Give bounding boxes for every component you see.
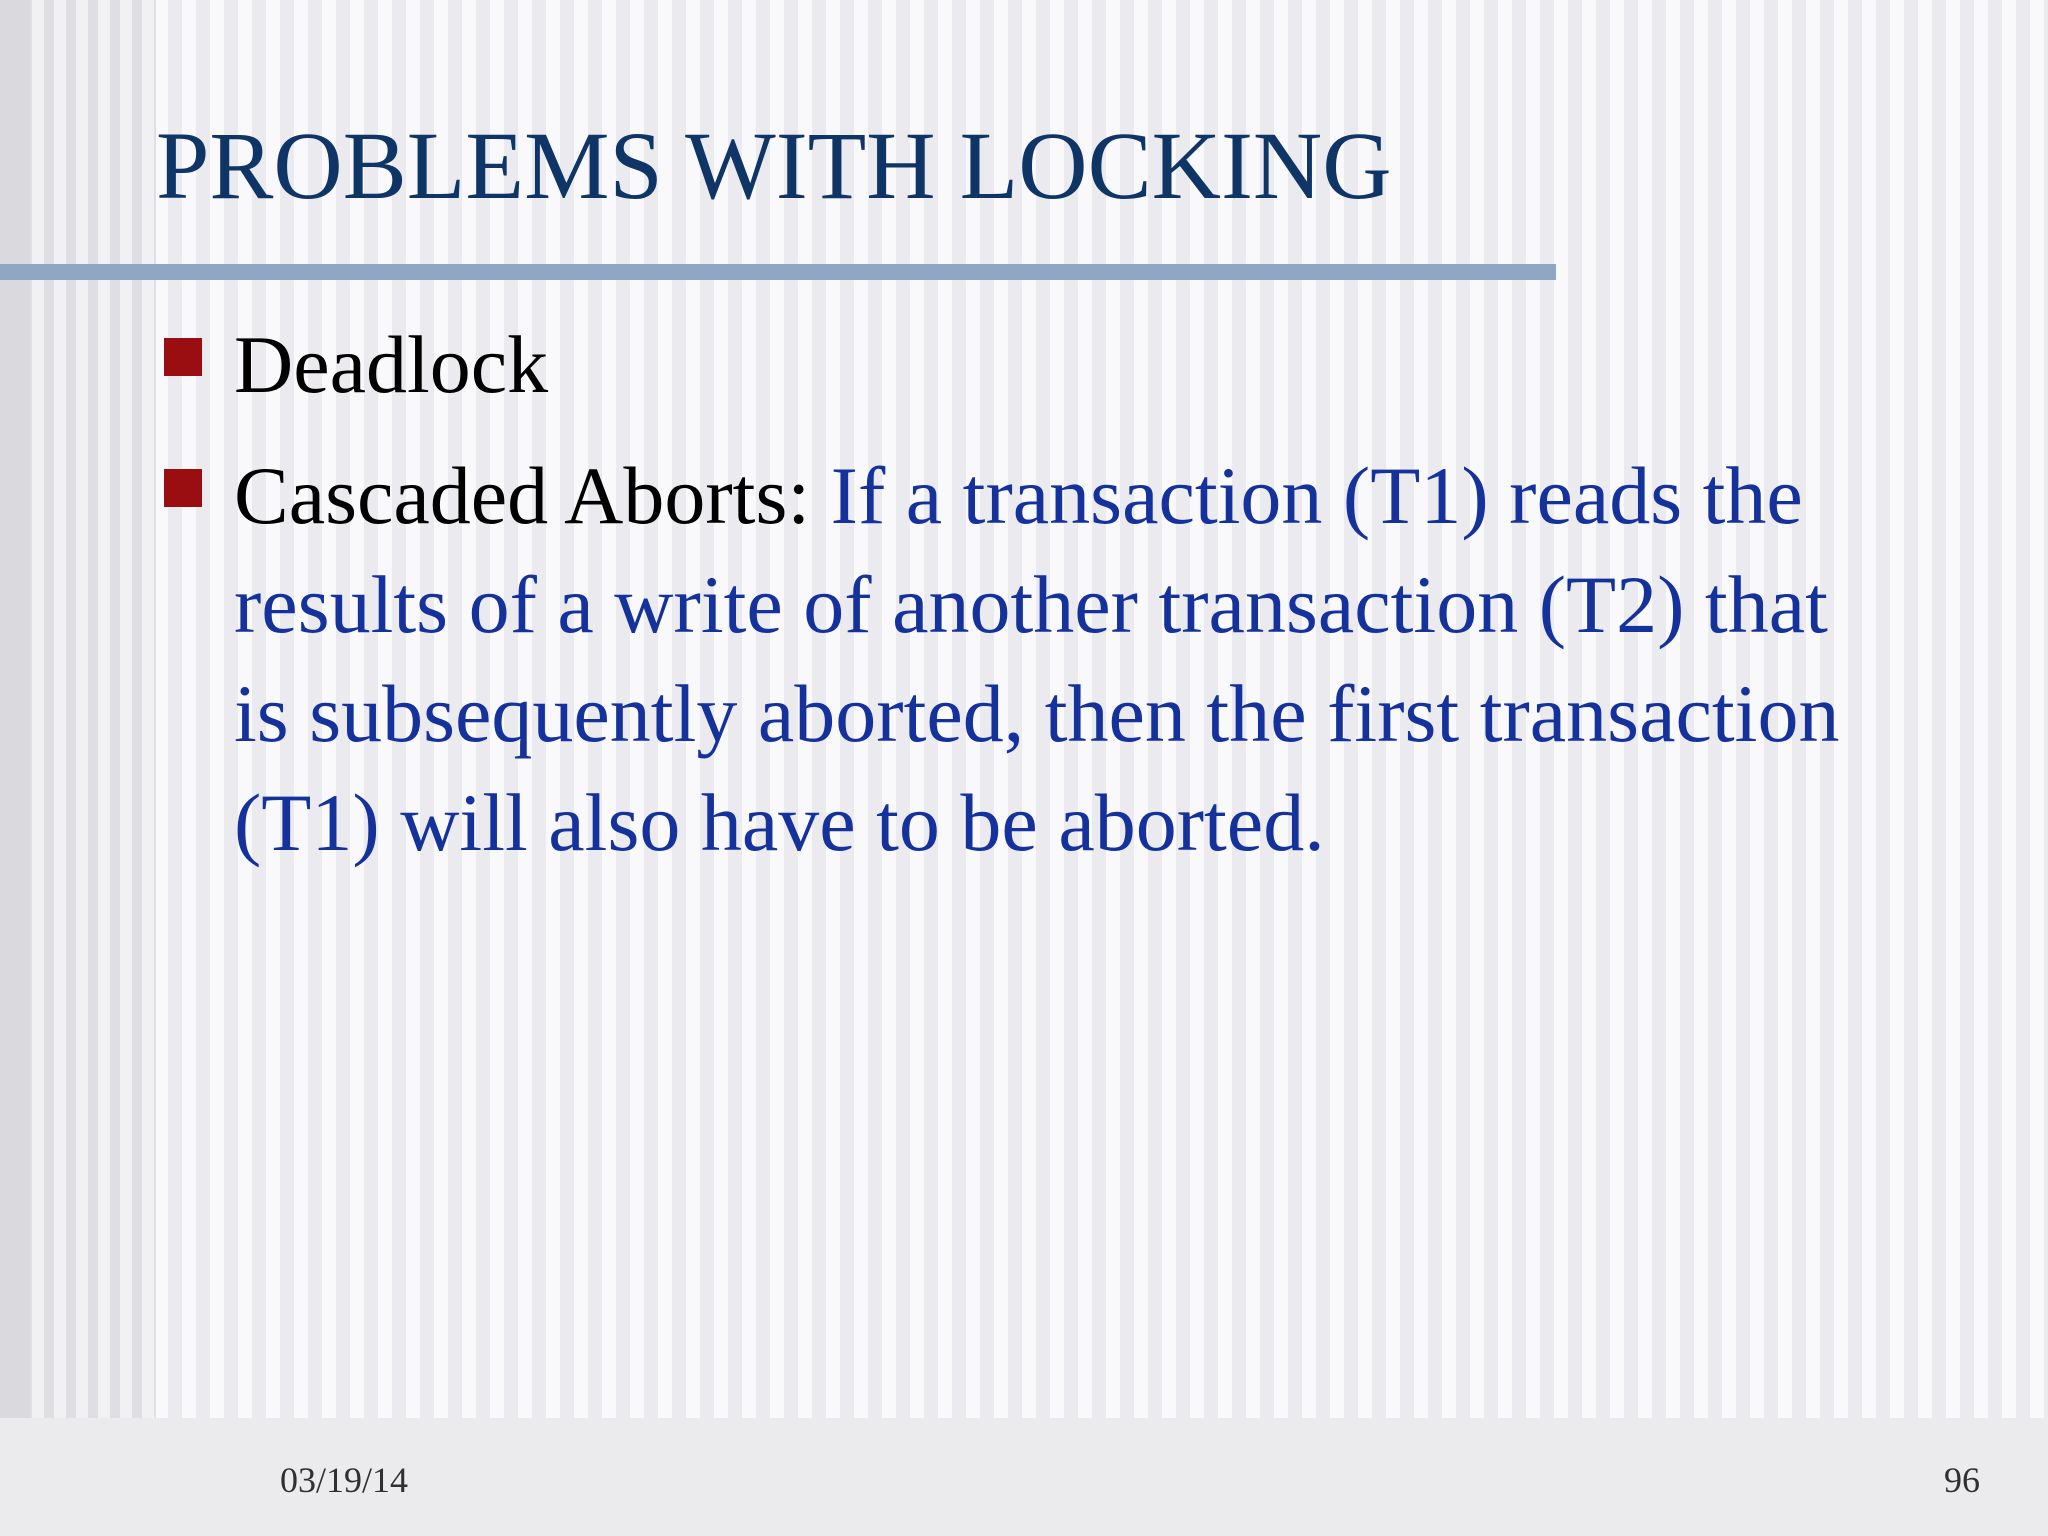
bullet-item-cascaded-aborts: [160, 441, 1860, 877]
bullet-body-text: If a transaction (T1) reads the results of a write of another transaction (T2) that is subsequently aborted, then the first transaction (T1) will also have to be aborted.: [234, 450, 1840, 868]
bullet-lead-text: Deadlock: [234, 319, 549, 410]
square-bullet-icon: [164, 338, 202, 376]
left-edge-decoration: [0, 0, 30, 1418]
bullet-list: [160, 310, 1860, 877]
footer-date: 03/19/14: [280, 1460, 409, 1500]
bullet-item-deadlock: [160, 310, 1860, 419]
square-bullet-icon: [164, 469, 202, 507]
slide-title: PROBLEMS WITH LOCKING: [156, 112, 1392, 219]
slide-number: 96: [1944, 1460, 1980, 1500]
bullet-lead-text: Cascaded Aborts:: [234, 450, 811, 541]
title-underline: [0, 264, 1556, 280]
